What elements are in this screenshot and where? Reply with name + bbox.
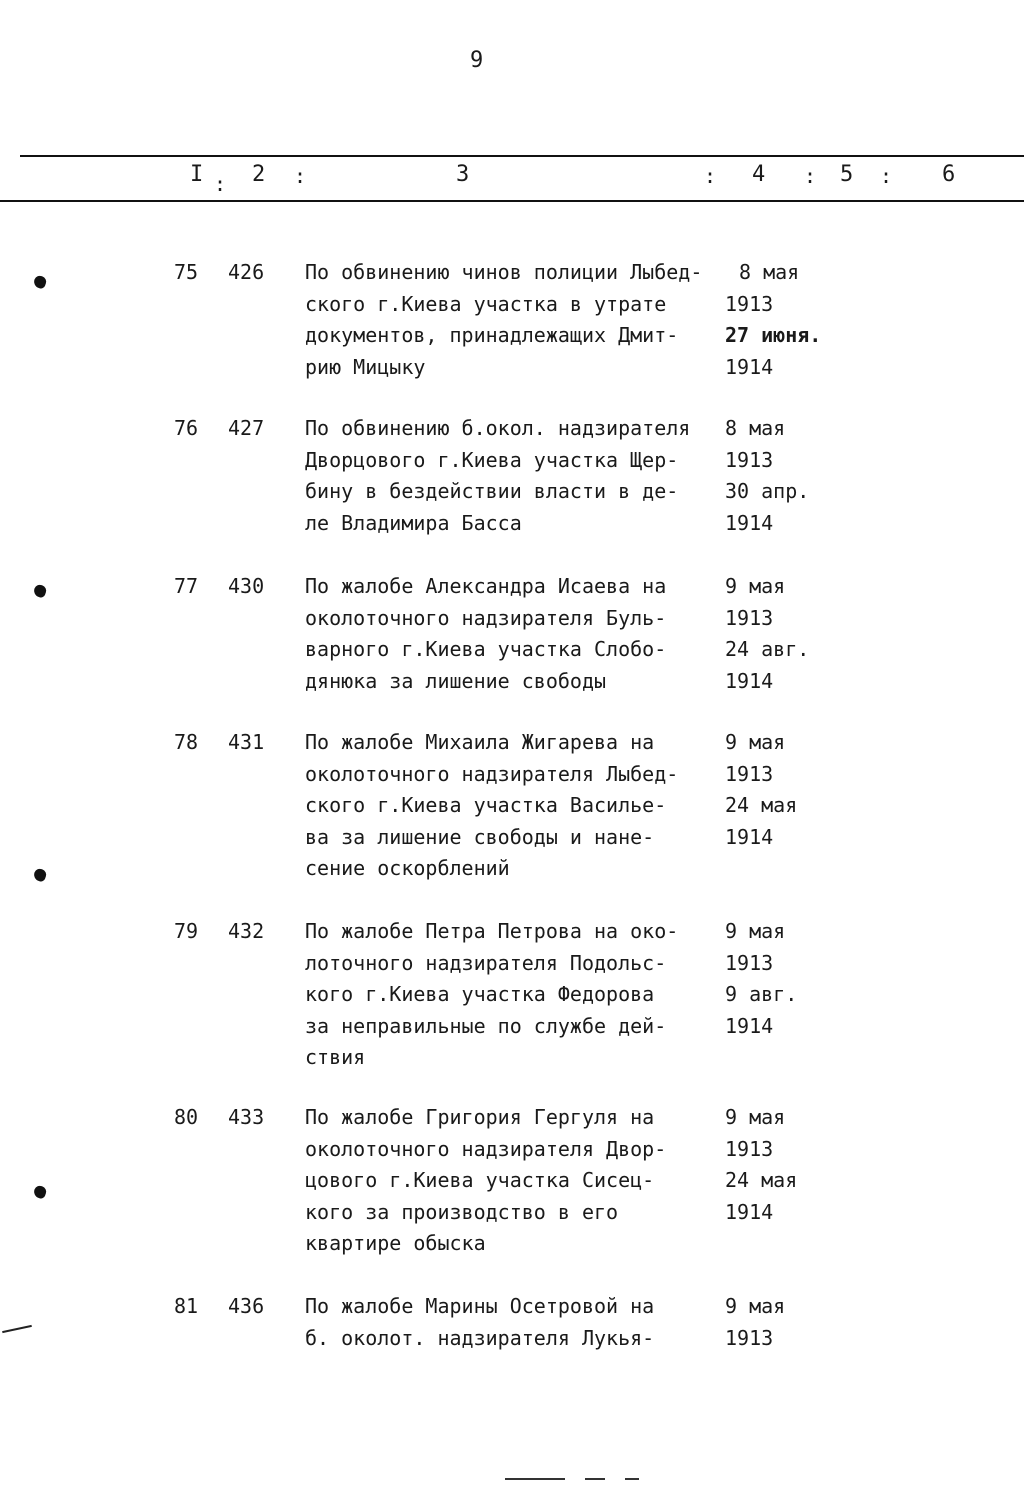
table-header-top-rule (20, 155, 1024, 157)
record-line: ского г.Киева участка в утрате (305, 291, 667, 316)
date-line: 1914 (725, 824, 774, 849)
record-line: рию Мицыку (305, 354, 426, 379)
punch-hole-mark (32, 1184, 47, 1199)
header-separator: : (880, 164, 893, 188)
record-description (305, 413, 725, 539)
record-number: 81 (174, 1294, 199, 1318)
record-number: 78 (174, 730, 199, 754)
record-line: цового г.Киева участка Сисец- (305, 1168, 655, 1192)
date-line: 1913 (725, 291, 774, 316)
record-dates (725, 916, 797, 1042)
record-description (305, 1291, 725, 1354)
record-line: документов, принадлежащих Дмит- (305, 323, 679, 347)
date-line: 27 июня. (725, 323, 822, 347)
record-line: ва за лишение свободы и нане- (305, 824, 655, 849)
date-line: 24 авг. (725, 637, 810, 661)
header-col-6: 6 (942, 162, 956, 187)
date-line: 1914 (725, 1199, 774, 1224)
date-line: 9 мая (725, 919, 786, 943)
punch-hole-mark (32, 274, 47, 289)
record-number: 79 (174, 919, 199, 943)
record-dates (725, 571, 809, 697)
record-dates (725, 413, 809, 539)
record-dates (725, 1102, 797, 1228)
date-line: 9 мая (725, 730, 786, 754)
record-line: По жалобе Петра Петрова на око- (305, 919, 679, 943)
record-code: 433 (228, 1105, 265, 1129)
record-line: околоточного надзирателя Буль- (305, 605, 667, 630)
record-line: ле Владимира Басса (305, 510, 522, 535)
record-description (305, 257, 725, 383)
record-line: кого за производство в его (305, 1199, 619, 1224)
date-line: 9 авг. (725, 982, 798, 1006)
record-dates (725, 1291, 785, 1354)
record-line: Дворцового г.Киева участка Щер- (305, 447, 679, 472)
record-line: По жалобе Григория Гергуля на (305, 1105, 655, 1129)
record-number: 75 (174, 260, 199, 284)
record-line: сение оскорблений (305, 856, 510, 880)
record-line: кого г.Киева участка Федорова (305, 982, 655, 1006)
date-line: 8 мая (725, 416, 786, 440)
date-line: 1913 (725, 605, 774, 630)
record-line: дянюка за лишение свободы (305, 668, 607, 693)
record-line: за неправильные по службе дей- (305, 1013, 667, 1038)
date-line: 1913 (725, 1325, 774, 1350)
date-line: 1914 (725, 354, 774, 379)
record-line: б. околот. надзирателя Лукья- (305, 1325, 655, 1350)
header-col-2: 2 (252, 162, 266, 187)
header-separator: : (704, 164, 717, 188)
record-line: квартире обыска (305, 1231, 486, 1255)
table-header-bottom-rule (0, 200, 1024, 202)
date-line: 9 мая (725, 574, 786, 598)
record-line: По жалобе Александра Исаева на (305, 574, 667, 598)
header-separator: : (294, 164, 307, 188)
record-description (305, 916, 725, 1074)
date-line: 1914 (725, 668, 774, 693)
record-line: ствия (305, 1045, 366, 1069)
record-dates (725, 257, 821, 383)
record-description (305, 571, 725, 697)
record-code: 427 (228, 416, 265, 440)
date-line: 1913 (725, 761, 774, 786)
footer-dash (625, 1478, 639, 1480)
record-line: По жалобе Михаила Жигарева на (305, 730, 655, 754)
date-line: 1913 (725, 1136, 774, 1161)
record-line: бину в бездействии власти в де- (305, 479, 679, 503)
date-line: 1914 (725, 1013, 774, 1038)
record-line: ского г.Киева участка Василье- (305, 793, 667, 817)
header-separator: : (214, 172, 227, 196)
date-line: 24 мая (725, 1168, 798, 1192)
date-line: 1913 (725, 950, 774, 975)
date-line: 1913 (725, 447, 774, 472)
footer-dash (585, 1478, 605, 1480)
header-separator: : (804, 164, 817, 188)
date-line: 9 мая (725, 1294, 786, 1318)
footer-dash (505, 1478, 565, 1480)
record-line: По обвинению б.окол. надзирателя (305, 416, 691, 440)
record-code: 430 (228, 574, 265, 598)
record-line: По жалобе Марины Осетровой на (305, 1294, 655, 1318)
record-code: 426 (228, 260, 265, 284)
record-line: околоточного надзирателя Двор- (305, 1136, 667, 1161)
date-line: 9 мая (725, 1105, 786, 1129)
punch-hole-mark (32, 583, 47, 598)
record-number: 76 (174, 416, 199, 440)
date-line: 8 мая (739, 260, 800, 284)
record-line: лоточного надзирателя Подольс- (305, 950, 667, 975)
punch-hole-mark (32, 867, 47, 882)
date-line: 24 мая (725, 793, 798, 817)
header-col-3: 3 (456, 162, 470, 187)
record-description (305, 1102, 725, 1260)
record-dates (725, 727, 797, 853)
page-number: 9 (470, 48, 484, 73)
record-line: околоточного надзирателя Лыбед- (305, 761, 679, 786)
record-line: По обвинению чинов полиции Лыбед- (305, 260, 703, 284)
header-col-5: 5 (840, 162, 854, 187)
margin-stroke-mark (2, 1325, 32, 1333)
record-code: 436 (228, 1294, 265, 1318)
date-line: 30 апр. (725, 479, 810, 503)
record-number: 77 (174, 574, 199, 598)
header-col-1: I (190, 162, 204, 187)
record-number: 80 (174, 1105, 199, 1129)
date-line: 1914 (725, 510, 774, 535)
header-col-4: 4 (752, 162, 766, 187)
record-code: 432 (228, 919, 265, 943)
record-line: варного г.Киева участка Слобо- (305, 637, 667, 661)
record-code: 431 (228, 730, 265, 754)
record-description (305, 727, 725, 885)
